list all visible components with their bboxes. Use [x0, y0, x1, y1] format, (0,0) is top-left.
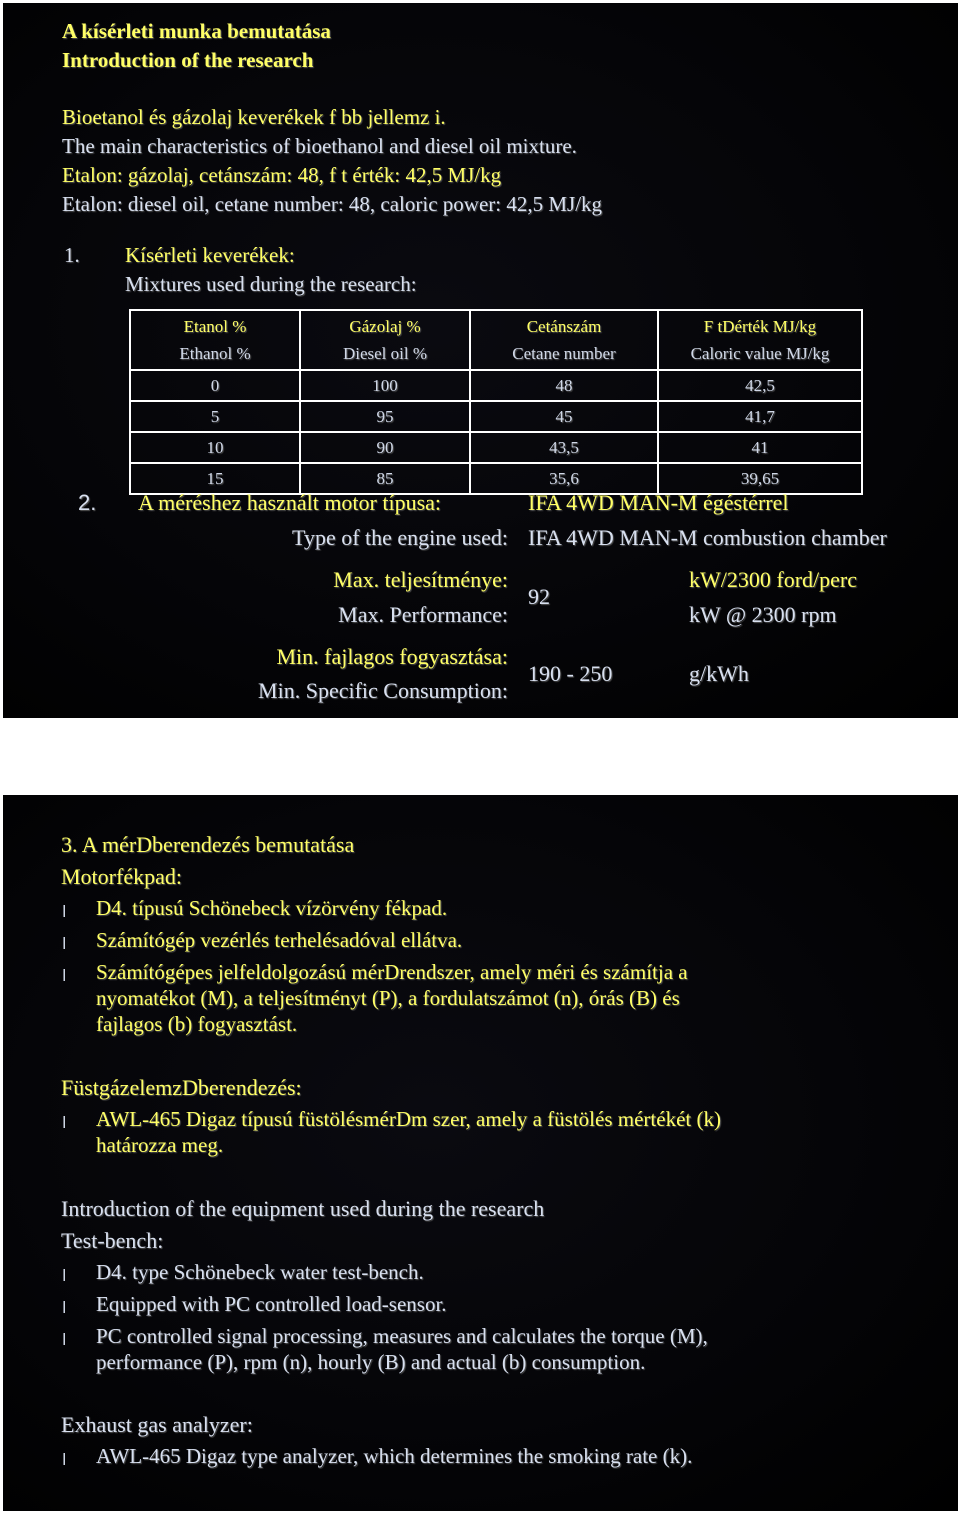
- list-item: Számítógép vezérlés terhelésadóval ellátva.: [96, 928, 463, 952]
- intro-en: The main characteristics of bioethanol and diesel oil mixture.: [62, 134, 577, 158]
- table-header-cell: F tDérték MJ/kg Caloric value MJ/kg: [658, 310, 862, 370]
- table-header-cell: Cetánszám Cetane number: [470, 310, 658, 370]
- table-cell: 39,65: [658, 463, 862, 494]
- slide-title-en: Introduction of the research: [62, 48, 314, 72]
- analyzer-heading-hu: FüstgázelemzDberendezés:: [61, 1075, 302, 1100]
- table-cell: 90: [300, 432, 470, 463]
- list-item: D4. type Schönebeck water test-bench.: [96, 1260, 424, 1284]
- table-cell: 48: [470, 370, 658, 401]
- table-cell: 43,5: [470, 432, 658, 463]
- table-cell: 85: [300, 463, 470, 494]
- equipment-heading-hu: 3. A mérDberendezés bemutatása: [61, 832, 355, 857]
- list-item-line: határozza meg.: [96, 1133, 224, 1157]
- table-row: [130, 401, 862, 432]
- consumption-unit: g/kWh: [689, 661, 749, 686]
- item1-number: 1.: [64, 243, 80, 267]
- engine-label-hu: A méréshez használt motor típusa:: [138, 490, 442, 515]
- list-item-line: nyomatékot (M), a teljesítményt (P), a fordulatszámot (n), órás (B) és: [96, 986, 680, 1010]
- list-item-line: PC controlled signal processing, measures and calculates the torque (M),: [96, 1324, 708, 1348]
- performance-value: 92: [528, 584, 550, 609]
- slide-equipment: [3, 795, 958, 1511]
- performance-label-hu: Max. teljesítménye:: [333, 567, 508, 592]
- table-cell: 5: [130, 401, 300, 432]
- performance-unit-hu: kW/2300 ford/perc: [689, 567, 857, 592]
- item2-number: 2.: [78, 490, 97, 515]
- table-header-cell: Gázolaj % Diesel oil %: [300, 310, 470, 370]
- performance-label-en: Max. Performance:: [338, 602, 508, 627]
- list-item: AWL-465 Digaz type analyzer, which determines the smoking rate (k).: [96, 1444, 693, 1468]
- bullet-icon: l: [62, 1113, 67, 1132]
- table-row: [130, 432, 862, 463]
- list-item-line: performance (P), rpm (n), hourly (B) and actual (b) consumption.: [96, 1350, 646, 1374]
- consumption-label-en: Min. Specific Consumption:: [258, 678, 508, 703]
- bullet-icon: l: [62, 902, 67, 921]
- testbench-heading-hu: Motorfékpad:: [61, 864, 182, 889]
- etalon-hu: Etalon: gázolaj, cetánszám: 48, f t érték: 42,5 MJ/kg: [62, 163, 502, 187]
- consumption-label-hu: Min. fajlagos fogyasztása:: [276, 644, 508, 669]
- testbench-heading-en: Test-bench:: [61, 1228, 164, 1253]
- table-cell: 15: [130, 463, 300, 494]
- table-header-cell: Etanol % Ethanol %: [130, 310, 300, 370]
- list-item: Equipped with PC controlled load-sensor.: [96, 1292, 447, 1316]
- list-item-line: Számítógépes jelfeldolgozású mérDrendszer, amely méri és számítja a: [96, 960, 688, 984]
- consumption-value: 190 - 250: [528, 661, 613, 686]
- slide-research-intro: [3, 3, 958, 718]
- intro-hu: Bioetanol és gázolaj keverékek f bb jellemz i.: [62, 105, 446, 129]
- bullet-icon: l: [62, 1330, 67, 1349]
- item1-label-hu: Kísérleti keverékek:: [125, 243, 295, 267]
- bullet-icon: l: [62, 1298, 67, 1317]
- table-cell: 95: [300, 401, 470, 432]
- item1-label-en: Mixtures used during the research:: [125, 272, 417, 296]
- list-item: D4. típusú Schönebeck vízörvény fékpad.: [96, 896, 448, 920]
- engine-label-en: Type of the engine used:: [292, 525, 508, 550]
- engine-value-hu: IFA 4WD MAN-M égéstérrel: [528, 490, 789, 515]
- analyzer-heading-en: Exhaust gas analyzer:: [61, 1412, 253, 1437]
- mixtures-table: [129, 309, 863, 495]
- table-cell: 41,7: [658, 401, 862, 432]
- bullet-icon: l: [62, 966, 67, 985]
- table-cell: 100: [300, 370, 470, 401]
- table-row: [130, 370, 862, 401]
- table-cell: 0: [130, 370, 300, 401]
- etalon-en: Etalon: diesel oil, cetane number: 48, caloric power: 42,5 MJ/kg: [62, 192, 603, 216]
- equipment-heading-en: Introduction of the equipment used during the research: [61, 1196, 545, 1221]
- table-header-row: [130, 310, 862, 370]
- list-item-line: AWL-465 Digaz típusú füstölésmérDm szer, amely a füstölés mértékét (k): [96, 1107, 721, 1131]
- table-cell: 41: [658, 432, 862, 463]
- table-cell: 45: [470, 401, 658, 432]
- table-cell: 35,6: [470, 463, 658, 494]
- engine-value-en: IFA 4WD MAN-M combustion chamber: [528, 525, 887, 550]
- table-cell: 10: [130, 432, 300, 463]
- table-cell: 42,5: [658, 370, 862, 401]
- bullet-icon: l: [62, 1450, 67, 1469]
- bullet-icon: l: [62, 1266, 67, 1285]
- list-item-line: fajlagos (b) fogyasztást.: [96, 1012, 298, 1036]
- performance-unit-en: kW @ 2300 rpm: [689, 602, 837, 627]
- bullet-icon: l: [62, 934, 67, 953]
- slide-title-hu: A kísérleti munka bemutatása: [62, 19, 331, 43]
